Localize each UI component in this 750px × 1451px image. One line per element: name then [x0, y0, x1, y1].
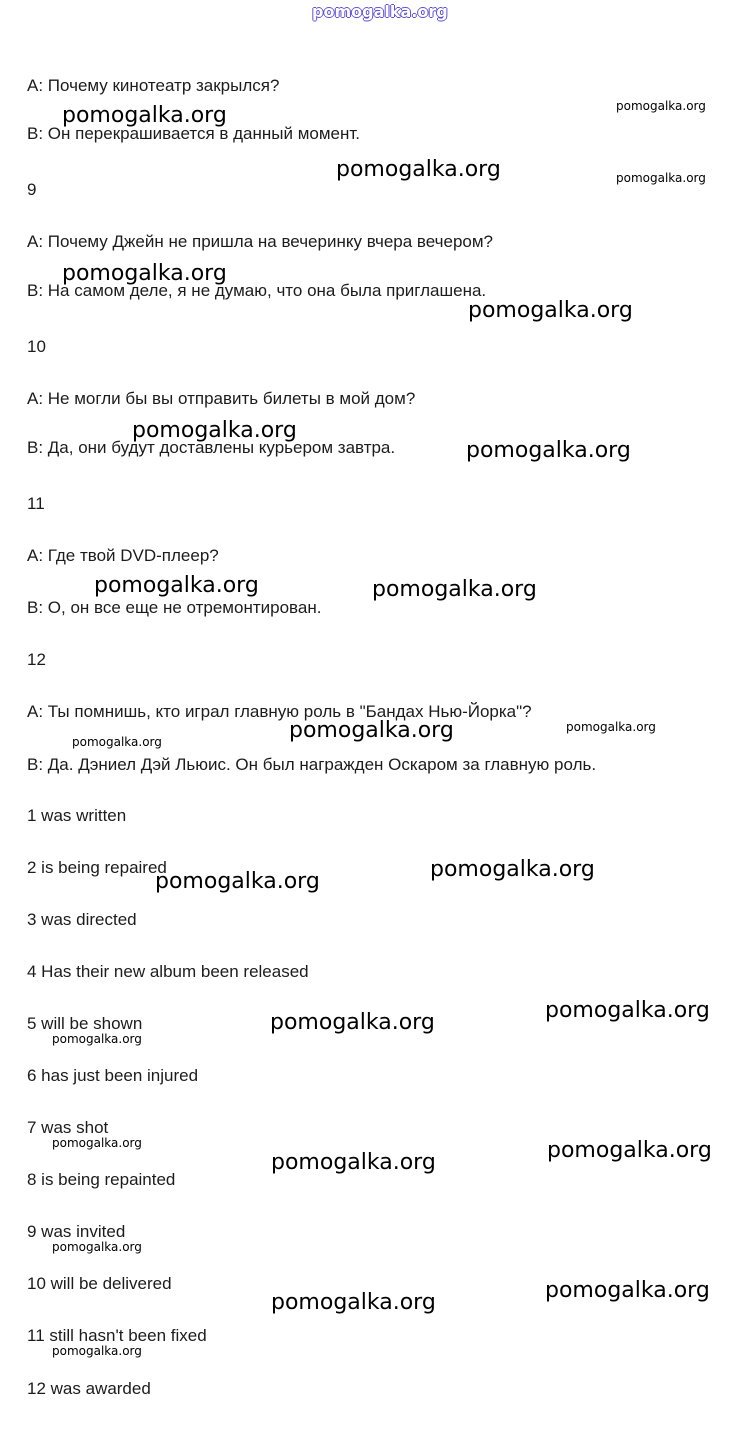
watermark: pomogalka.org	[270, 1010, 435, 1035]
exercise-answer: 5 will be shown	[27, 1014, 143, 1033]
watermark: pomogalka.org	[72, 735, 162, 749]
dialogue-question: А: Почему кинотеатр закрылся?	[27, 76, 280, 95]
watermark: pomogalka.org	[566, 720, 656, 734]
watermark: pomogalka.org	[616, 99, 706, 113]
watermark: pomogalka.org	[547, 1138, 712, 1163]
watermark: pomogalka.org	[52, 1032, 142, 1046]
watermark: pomogalka.org	[94, 573, 259, 598]
exercise-answer: 9 was invited	[27, 1222, 126, 1241]
exercise-answer: 6 has just been injured	[27, 1066, 199, 1085]
exercise-answer: 12 was awarded	[27, 1379, 151, 1398]
exercise-answer: 7 was shot	[27, 1118, 109, 1137]
dialogue-answer: В: Да, они будут доставлены курьером завтра.	[27, 438, 396, 457]
watermark: pomogalka.org	[52, 1136, 142, 1150]
watermark: pomogalka.org	[62, 261, 227, 286]
dialogue-question: А: Где твой DVD-плеер?	[27, 546, 219, 565]
watermark: pomogalka.org	[271, 1150, 436, 1175]
exercise-answer: 2 is being repaired	[27, 858, 167, 877]
watermark: pomogalka.org	[155, 869, 320, 894]
section-number: 11	[27, 494, 45, 513]
watermark: pomogalka.org	[372, 577, 537, 602]
watermark: pomogalka.org	[545, 1278, 710, 1303]
watermark: pomogalka.org	[62, 103, 227, 128]
watermark: pomogalka.org	[289, 718, 454, 743]
dialogue-answer: В: Он перекрашивается в данный момент.	[27, 124, 361, 143]
watermark: pomogalka.org	[336, 157, 501, 182]
exercise-answer: 8 is being repainted	[27, 1170, 176, 1189]
section-number: 9	[27, 180, 37, 199]
dialogue-answer: В: На самом деле, я не думаю, что она была приглашена.	[27, 281, 487, 300]
watermark: pomogalka.org	[468, 298, 633, 323]
watermark: pomogalka.org	[466, 438, 631, 463]
watermark: pomogalka.org	[616, 171, 706, 185]
watermark: pomogalka.org	[132, 418, 297, 443]
exercise-answer: 4 Has their new album been released	[27, 962, 309, 981]
watermark: pomogalka.org	[271, 1290, 436, 1315]
exercise-answer: 3 was directed	[27, 910, 137, 929]
exercise-answer: 10 will be delivered	[27, 1274, 172, 1293]
dialogue-answer: В: Да. Дэниел Дэй Льюис. Он был награжден Оскаром за главную роль.	[27, 755, 597, 774]
exercise-answer: 11 still hasn't been fixed	[27, 1326, 207, 1345]
watermark: pomogalka.org	[52, 1240, 142, 1254]
section-number: 12	[27, 650, 46, 669]
watermark: pomogalka.org	[545, 998, 710, 1023]
watermark: pomogalka.org	[430, 857, 595, 882]
dialogue-answer: В: О, он все еще не отремонтирован.	[27, 598, 322, 617]
dialogue-question: А: Не могли бы вы отправить билеты в мой дом?	[27, 389, 416, 408]
dialogue-question: А: Ты помнишь, кто играл главную роль в "Бандах Нью-Йорка"?	[27, 702, 532, 721]
exercise-answer: 1 was written	[27, 806, 127, 825]
dialogue-question: А: Почему Джейн не пришла на вечеринку вчера вечером?	[27, 232, 494, 251]
watermark-top: pomogalka.org	[312, 2, 448, 21]
section-number: 10	[27, 337, 46, 356]
watermark: pomogalka.org	[52, 1344, 142, 1358]
